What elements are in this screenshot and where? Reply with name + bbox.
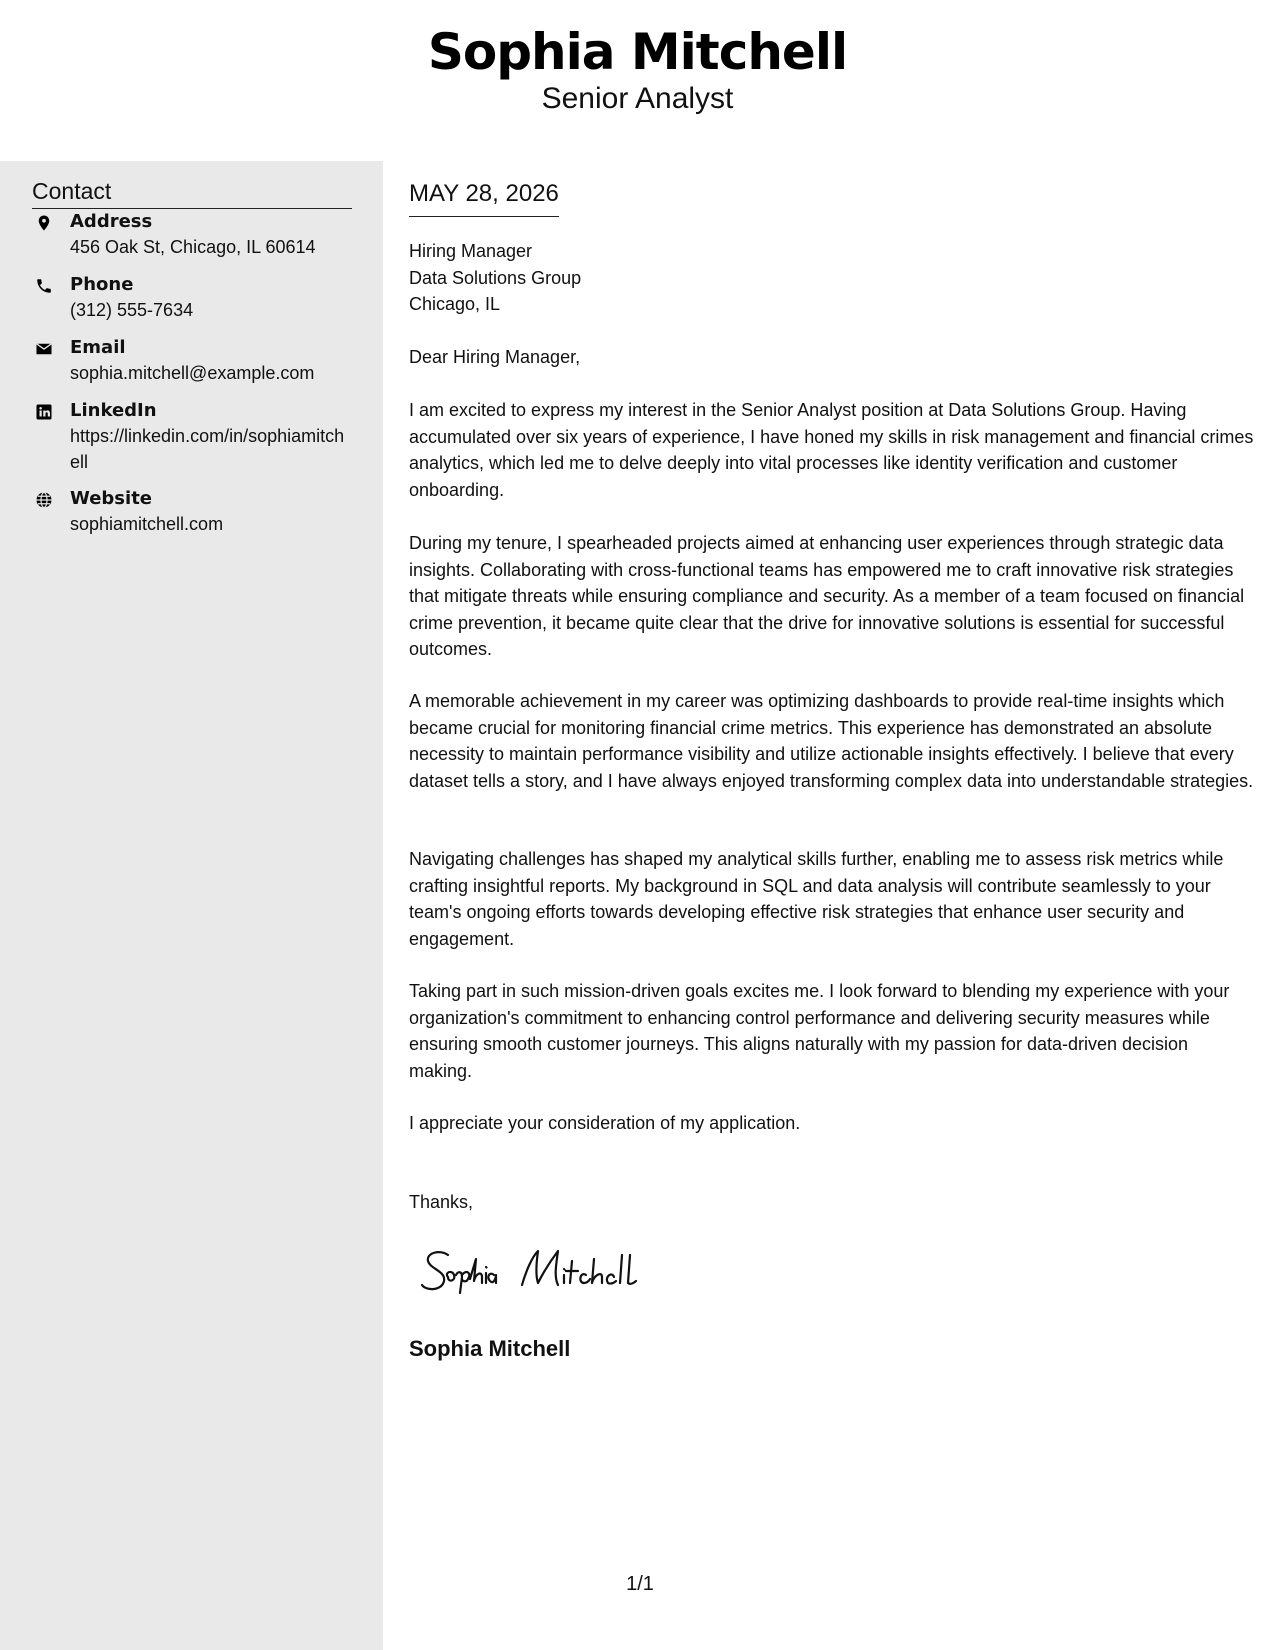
closing: Thanks, [409,1192,474,1212]
signature-image [418,1241,678,1301]
contact-label: LinkedIn [70,400,157,421]
letter-date: MAY 28, 2026 [409,178,559,217]
map-pin-icon [32,212,56,234]
body-paragraph: A memorable achievement in my career was optimizing dashboards to provide real-time insights which became crucial for monitoring financial crime metrics. This experience has demonstrated an absolute necessity to maintain performance visibility and utilize actionable insights effectively. I believe that every dataset tells a story, and I have always enjoyed transforming complex data into understandable strategies. [409,691,1254,791]
linkedin-value[interactable]: https://linkedin.com/in/sophiamitchell [70,426,345,472]
address-value: 456 Oak St, Chicago, IL 60614 [70,237,316,257]
body-paragraph: Navigating challenges has shaped my analytical skills further, enabling me to assess risk metrics while crafting insightful reports. My background in SQL and data analysis will contribute seamlessly to your team's ongoing efforts towards developing effective risk strategies that enhance user security and engagement. [409,849,1224,949]
recipient-line: Hiring Manager [409,241,533,261]
contact-label: Phone [70,274,134,295]
recipient-block [409,238,1249,318]
applicant-name: Sophia Mitchell [427,23,848,81]
salutation: Dear Hiring Manager, [409,347,581,367]
contact-label: Email [70,337,126,358]
contact-label: Address [70,211,153,232]
body-paragraph: Taking part in such mission-driven goals excites me. I look forward to blending my experience with your organization's commitment to enhancing control performance and delivering security measures while ensuring smooth customer journeys. This aligns naturally with my passion for data-driven decision making. [409,981,1230,1081]
contact-heading: Contact [32,176,352,209]
body-paragraph: I am excited to express my interest in the Senior Analyst position at Data Solutions Group. Having accumulated over six years of experience, I have honed my skills in risk management and financial crimes analytics, which led me to delve deeply into vital processes like identity verification and customer onboarding. [409,400,1254,500]
envelope-icon [32,338,56,360]
phone-value: (312) 555-7634 [70,300,194,320]
applicant-title: Senior Analyst [541,82,734,115]
phone-icon [32,275,56,297]
email-value[interactable]: sophia.mitchell@example.com [70,363,315,383]
body-paragraph: I appreciate your consideration of my application. [409,1113,801,1133]
contact-label: Website [70,488,153,509]
recipient-line: Chicago, IL [409,294,501,314]
recipient-line: Data Solutions Group [409,267,582,288]
body-paragraph: During my tenure, I spearheaded projects aimed at enhancing user experiences through strategic data insights. Collaborating with cross-functional teams has empowered me to craft innovative risk strategies that mitigate threats while ensuring compliance and security. As a member of a team focused on financial crime prevention, it became quite clear that the drive for innovative solutions is essential for successful outcomes. [409,533,1245,659]
page-number: 1/1 [626,1573,654,1595]
signer-name: Sophia Mitchell [409,1336,571,1361]
website-value[interactable]: sophiamitchell.com [70,514,224,534]
linkedin-icon [32,401,56,423]
letter-header [0,0,1275,161]
globe-icon [32,489,56,511]
